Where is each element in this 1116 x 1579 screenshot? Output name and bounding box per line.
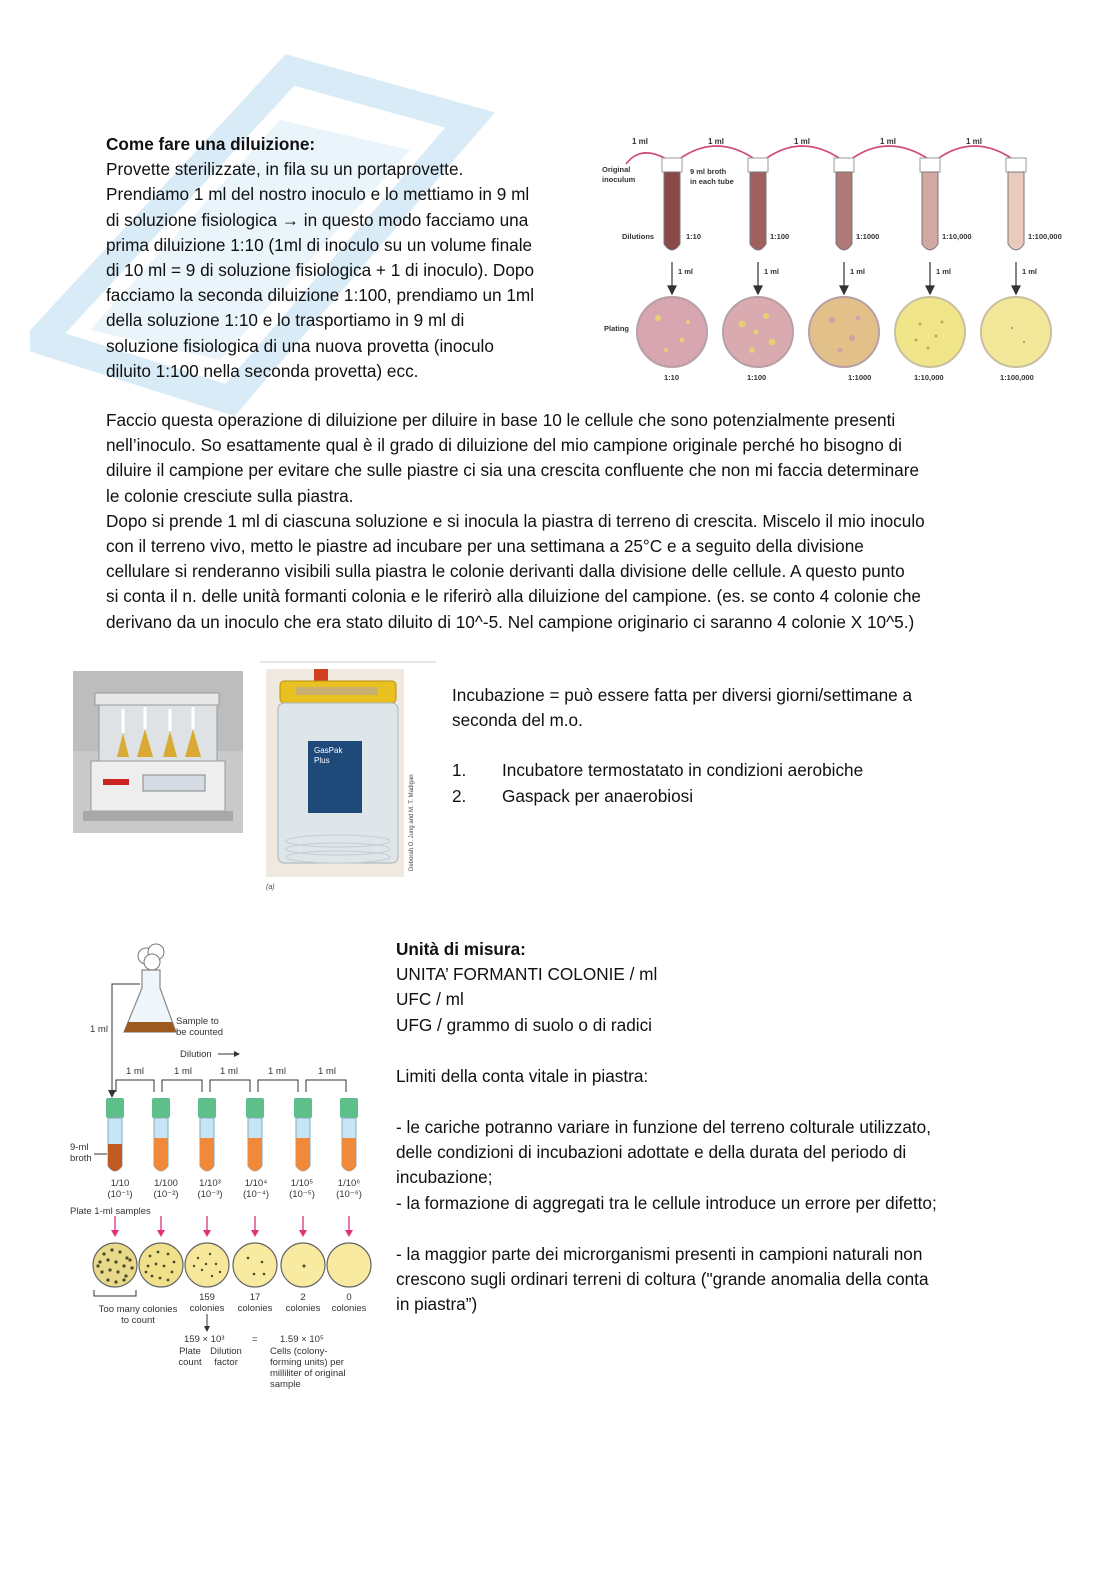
plate-4 (895, 297, 965, 367)
transfer-label: 1 ml (880, 137, 897, 146)
units-title: Unità di misura: (396, 939, 526, 959)
tube-cap (246, 1098, 264, 1118)
fraction-label: 1/10³ (199, 1178, 221, 1189)
count-plate-1 (93, 1243, 137, 1287)
explanation-line: nell’inoculo. So esattamente qual è il grado di diluizione del mio campione originale perché ho bisogno di (106, 435, 902, 456)
plate-ratio: 1:10,000 (914, 373, 944, 382)
incubation-list (452, 758, 1012, 808)
limits-line: delle condizioni di incubazioni adottate e della durata del periodo di (396, 1142, 907, 1163)
tube-body (836, 172, 852, 250)
tube-body (750, 172, 766, 250)
tube-4 (920, 158, 940, 250)
limits-title: Limiti della conta vitale in piastra: (396, 1065, 649, 1086)
plate-5 (981, 297, 1051, 367)
tube-cap (294, 1098, 312, 1118)
tube-cap (106, 1098, 124, 1118)
too-many-label: Too many colonies (98, 1304, 178, 1315)
units-line: UFG / grammo di suolo o di radici (396, 1014, 652, 1035)
limits-line: incubazione; (396, 1167, 493, 1188)
power-label: (10⁻³) (197, 1189, 223, 1200)
units-line: UNITA’ FORMANTI COLONIE / ml (396, 964, 658, 985)
tube-liquid (248, 1138, 262, 1171)
transfer-volume: 1 ml (220, 1066, 238, 1077)
tube-cap (662, 158, 682, 172)
too-many-label: to count (121, 1315, 155, 1326)
plate-1 (637, 297, 707, 367)
incubation-section (452, 683, 1012, 809)
tube-2 (748, 158, 768, 250)
colony-label: colonies (285, 1303, 321, 1314)
fraction-label: 1/10 (110, 1178, 130, 1189)
plate-samples-label: Plate 1-ml samples (70, 1206, 151, 1217)
photo-credit: Deborah O. Jung and M. T. Madigan (409, 774, 415, 871)
cells-label: forming units) per (270, 1357, 344, 1368)
power-label: (10⁻²) (153, 1189, 179, 1200)
dilution-line: prima diluizione 1:10 (1ml di inoculo su un volume finale (106, 234, 533, 255)
tube-ratio: 1:100 (770, 232, 790, 241)
colony-count: 2 (300, 1292, 306, 1303)
tube-body (664, 172, 680, 250)
explanation-line: le colonie cresciute sulla piastra. (106, 485, 354, 506)
dilution-arrow-label: Dilution (180, 1049, 212, 1060)
explanation-line: cellulare si renderanno visibili sulla piastra le colonie derivanti dalla divisione delle cellule. A questo punto (106, 561, 905, 582)
colony-label: colonies (331, 1303, 367, 1314)
tube-ratio: 1:10,000 (942, 232, 972, 241)
tube-liquid (342, 1138, 356, 1171)
transfer-label: 1 ml (966, 137, 983, 146)
dilution-line: di soluzione fisiologica → in questo modo facciamo una (106, 209, 529, 230)
transfer-label: 1 ml (632, 137, 649, 146)
plating-volume: 1 ml (1022, 267, 1038, 276)
formula-left: 159 × 10³ (184, 1334, 225, 1345)
dilution-factor-label: factor (214, 1357, 238, 1368)
plating-volume: 1 ml (850, 267, 866, 276)
tube-3 (834, 158, 854, 250)
tube-body (922, 172, 938, 250)
limits-line: crescono sugli ordinari terreni di coltura ("grande anomalia della conta (396, 1269, 929, 1290)
list-text: Incubatore termostatato in condizioni aerobiche (502, 760, 864, 781)
plate-ratio: 1:100,000 (1000, 373, 1034, 382)
tube-cap (1006, 158, 1026, 172)
plate-count-figure (64, 940, 380, 1395)
list-number: 1. (452, 760, 467, 781)
plate-ratio: 1:100 (747, 373, 767, 382)
list-item (452, 758, 1012, 783)
plating-label: Plating (604, 324, 630, 333)
fraction-label: 1/10⁶ (337, 1178, 361, 1189)
sample-volume: 1 ml (90, 1024, 108, 1035)
broth-label: 9-ml (70, 1142, 89, 1153)
explanation-paragraph (106, 408, 1046, 635)
gaspak-jar-photo (260, 661, 436, 893)
plate-ratio: 1:10 (664, 373, 680, 382)
broth-label: broth (70, 1153, 92, 1164)
colony-count: 159 (199, 1292, 215, 1303)
plating-volume: 1 ml (936, 267, 952, 276)
tube-liquid (108, 1144, 122, 1171)
explanation-line: Dopo si prende 1 ml di ciascuna soluzione e si inocula la piastra di terreno di crescita. Miscelo il mio inoculo (106, 510, 925, 531)
tube-cap (748, 158, 768, 172)
transfer-volume: 1 ml (318, 1066, 336, 1077)
broth-note: in each tube (690, 177, 734, 186)
tube-cap (198, 1098, 216, 1118)
list-text: Gaspack per anaerobiosi (502, 785, 694, 806)
power-label: (10⁻⁶) (336, 1189, 362, 1200)
tube-liquid (154, 1138, 168, 1171)
dilution-line: facciamo la seconda diluizione 1:100, prendiamo un 1ml (106, 285, 535, 306)
tube-ratio: 1:1000 (856, 232, 880, 241)
units-line: UFC / ml (396, 989, 464, 1010)
incubation-line: Incubazione = può essere fatta per diversi giorni/settimane a (452, 685, 913, 705)
units-section (396, 937, 1036, 1317)
tube-5 (1006, 158, 1026, 250)
list-number: 2. (452, 785, 467, 806)
jar-label: Plus (314, 756, 330, 765)
dilution-section (106, 132, 586, 384)
tube-cap (340, 1098, 358, 1118)
limits-line: - le cariche potranno variare in funzione del terreno colturale utilizzato, (396, 1117, 932, 1138)
count-plate-6 (327, 1243, 371, 1287)
formula-equals: = (252, 1334, 258, 1345)
transfer-volume: 1 ml (174, 1066, 192, 1077)
explanation-line: diluire il campione per evitare che sulle piastre ci sia una crescita confluente che non mi faccia determinare (106, 460, 919, 481)
jar-label: GasPak (314, 746, 343, 755)
count-tube-4 (246, 1098, 264, 1171)
tube-liquid (296, 1138, 310, 1171)
explanation-line: Faccio questa operazione di diluizione per diluire in base 10 le cellule che sono potenzialmente presenti (106, 410, 896, 430)
serial-dilution-figure (596, 128, 1066, 390)
dilution-line: della soluzione 1:10 e lo trasportiamo in 9 ml di (106, 310, 465, 331)
sample-label: be counted (176, 1027, 224, 1038)
count-plate-4 (233, 1243, 277, 1287)
original-inoculum-label: inoculum (602, 175, 636, 184)
transfer-volume: 1 ml (126, 1066, 144, 1077)
count-tube-3 (198, 1098, 216, 1171)
formula-right: 1.59 × 10⁵ (280, 1334, 324, 1345)
plating-volume: 1 ml (678, 267, 694, 276)
original-inoculum-label: Original (602, 165, 631, 174)
limits-line: - la formazione di aggregati tra le cellule introduce un errore per difetto; (396, 1192, 937, 1213)
tube-liquid (200, 1138, 214, 1171)
photo-label: (a) (266, 884, 275, 891)
explanation-line: con il terreno vivo, metto le piastre ad incubare per una settimana a 25°C e a seguito della divisione (106, 536, 864, 557)
tube-cap (152, 1098, 170, 1118)
fraction-label: 1/10⁴ (244, 1178, 268, 1189)
count-tube-6 (340, 1098, 358, 1171)
cells-label: milliliter of original (270, 1368, 346, 1379)
count-tube-5 (294, 1098, 312, 1171)
tube-ratio: 1:10 (686, 232, 702, 241)
fraction-label: 1/10⁵ (290, 1178, 314, 1189)
dilution-line: Prendiamo 1 ml del nostro inoculo e lo mettiamo in 9 ml (106, 184, 530, 205)
colony-count: 17 (249, 1292, 261, 1303)
dilution-line: di 10 ml = 9 di soluzione fisiologica + 1 di inoculo). Dopo (106, 260, 535, 281)
dilution-factor-label: Dilution (210, 1346, 242, 1357)
list-item (452, 784, 1012, 809)
sample-label: Sample to (176, 1016, 219, 1027)
limits-line: in piastra”) (396, 1294, 478, 1315)
tube-1 (662, 158, 682, 250)
dilution-title: Come fare una diluizione: (106, 134, 316, 154)
transfer-label: 1 ml (708, 137, 725, 146)
plate-count-label: count (178, 1357, 202, 1368)
count-plate-2 (139, 1243, 183, 1287)
colony-label: colonies (237, 1303, 273, 1314)
limits-line: - la maggior parte dei microrganismi presenti in campioni naturali non (396, 1243, 923, 1264)
tube-cap (920, 158, 940, 172)
broth-note: 9 ml broth (690, 167, 727, 176)
plating-volume: 1 ml (764, 267, 780, 276)
power-label: (10⁻⁵) (289, 1189, 315, 1200)
dilutions-label: Dilutions (622, 232, 655, 241)
explanation-line: derivano da un inoculo che era stato diluito di 10^-5. Nel campione originario ci saranno 4 colonie X 10^5.) (106, 611, 915, 632)
incubator-shaker-photo (73, 671, 243, 833)
plate-count-label: Plate (179, 1346, 201, 1357)
explanation-line: si conta il n. delle unità formanti colonia e le riferirò alla diluizione del campione. (es. se conto 4 colonie che (106, 586, 921, 607)
transfer-volume: 1 ml (268, 1066, 286, 1077)
dilution-line: diluito 1:100 nella seconda provetta) ecc. (106, 360, 419, 381)
cells-label: Cells (colony- (270, 1346, 328, 1357)
transfer-label: 1 ml (794, 137, 811, 146)
plate-ratio: 1:1000 (848, 373, 872, 382)
count-plate-3 (185, 1243, 229, 1287)
colony-count: 0 (346, 1292, 352, 1303)
power-label: (10⁻⁴) (243, 1189, 269, 1200)
dilution-line: Provette sterilizzate, in fila su un portaprovette. (106, 159, 464, 180)
colony-label: colonies (189, 1303, 225, 1314)
power-label: (10⁻¹) (107, 1189, 133, 1200)
cells-label: sample (270, 1379, 301, 1390)
fraction-label: 1/100 (154, 1178, 178, 1189)
tube-ratio: 1:100,000 (1028, 232, 1062, 241)
count-tube-1 (106, 1098, 124, 1171)
tube-body (1008, 172, 1024, 250)
count-tube-2 (152, 1098, 170, 1171)
incubation-line: seconda del m.o. (452, 710, 583, 731)
dilution-line: soluzione fisiologica di una nuova provetta (inoculo (106, 335, 494, 356)
tube-cap (834, 158, 854, 172)
plate-3 (809, 297, 879, 367)
